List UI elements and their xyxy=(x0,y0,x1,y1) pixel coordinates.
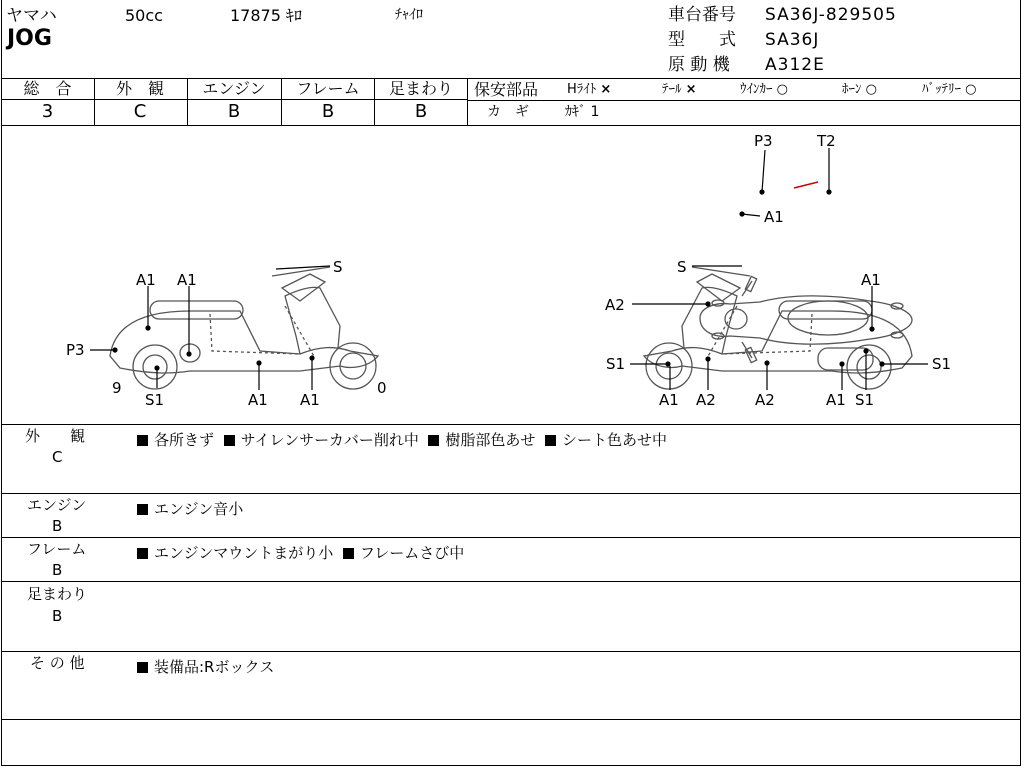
type-value: SA36J xyxy=(765,30,820,50)
rule xyxy=(1,424,1021,425)
rule xyxy=(94,78,95,125)
rule xyxy=(1,651,1021,652)
diagram-label: A1 xyxy=(764,208,784,226)
remark-label-suspension: 足まわり xyxy=(27,585,88,603)
key-label: カ ギ xyxy=(487,104,529,120)
grade-value-frame: B xyxy=(321,101,335,122)
safety-label: 保安部品 xyxy=(474,80,539,99)
grade-label-engine: エンジン xyxy=(202,79,266,98)
rule xyxy=(1,493,1021,494)
diagram-label: A1 xyxy=(659,391,679,409)
remark-label-other: そ の 他 xyxy=(30,654,85,672)
diagram-label: A1 xyxy=(136,271,156,289)
grade-value-engine: B xyxy=(227,101,241,122)
rule xyxy=(1,581,1021,582)
safety-item-battery: ﾊﾞｯﾃﾘｰ ○ xyxy=(922,82,977,97)
grade-label-suspension: 足まわり xyxy=(388,79,453,98)
remark-notes-other: 装備品:Rボックス xyxy=(137,656,274,677)
diagram-label: A1 xyxy=(826,391,846,409)
rule xyxy=(1,537,1021,538)
diagram-label: A1 xyxy=(177,271,197,289)
remark-notes-frame: エンジンマウントまがり小 フレームさび中 xyxy=(137,542,464,563)
maker: ヤマハ xyxy=(6,6,57,26)
engine-label: 原 動 機 xyxy=(668,55,730,75)
diagram-label: S1 xyxy=(606,355,626,373)
remark-label-frame: フレーム xyxy=(27,540,87,558)
diagram-label: A1 xyxy=(248,391,268,409)
displacement: 50cc xyxy=(125,6,163,25)
rule xyxy=(467,78,468,125)
rule xyxy=(281,78,282,125)
color: ﾁｬｲﾛ xyxy=(395,7,423,23)
rule xyxy=(1,719,1021,720)
remark-label-engine: エンジン xyxy=(27,496,87,514)
type-label: 型 式 xyxy=(668,30,736,50)
grade-label-frame: フレーム xyxy=(296,79,360,98)
remark-notes-engine: エンジン音小 xyxy=(137,498,243,519)
remark-notes-exterior: 各所きず サイレンサーカバー削れ中 樹脂部色あせ シート色あせ中 xyxy=(137,429,667,450)
key-value: ｶｷﾞ 1 xyxy=(565,104,600,120)
diagram-label: A2 xyxy=(755,391,775,409)
diagram-label: T2 xyxy=(817,132,836,150)
remark-label-exterior: 外 観 xyxy=(25,427,86,445)
remark-grade-engine: B xyxy=(52,517,63,535)
diagram-label: P3 xyxy=(66,341,85,359)
diagram-label: A1 xyxy=(300,391,320,409)
mileage: 17875 ｷﾛ xyxy=(230,6,302,25)
rule xyxy=(468,100,1021,101)
scooter-diagram xyxy=(0,126,1024,424)
safety-item-horn: ﾎｰﾝ ○ xyxy=(842,82,877,97)
diagram-label: A2 xyxy=(605,296,625,314)
diagram-label: S xyxy=(333,258,343,276)
diagram-label: S1 xyxy=(932,355,952,373)
remark-grade-suspension: B xyxy=(52,607,63,625)
diagram-label: S1 xyxy=(145,391,165,409)
diagram-label: 9 xyxy=(112,379,122,397)
grade-label-overall: 総 合 xyxy=(23,79,72,98)
diagram-label: S xyxy=(677,258,687,276)
safety-item-winker: ｳｲﾝｶｰ ○ xyxy=(740,82,788,97)
rule xyxy=(187,78,188,125)
model-name: JOG xyxy=(7,26,52,51)
remark-grade-frame: B xyxy=(52,561,63,579)
safety-item-tail: ﾃｰﾙ × xyxy=(662,82,697,97)
diagram-label: P3 xyxy=(754,132,773,150)
safety-item-headlight: Hﾗｲﾄ × xyxy=(567,82,612,97)
remark-grade-exterior: C xyxy=(52,448,63,466)
frame-no: SA36J-829505 xyxy=(765,5,897,25)
rule xyxy=(1,99,468,100)
diagram-label: A2 xyxy=(696,391,716,409)
diagram-label: A1 xyxy=(861,271,881,289)
grade-value-exterior: C xyxy=(133,101,147,122)
engine-model: A312E xyxy=(765,55,825,75)
grade-value-suspension: B xyxy=(414,101,428,122)
frame-no-label: 車台番号 xyxy=(668,5,736,25)
grade-value-overall: 3 xyxy=(41,101,54,122)
diagram-label: S1 xyxy=(855,391,875,409)
diagram-label: 0 xyxy=(377,379,387,397)
grade-label-exterior: 外 観 xyxy=(115,79,164,98)
rule xyxy=(374,78,375,125)
